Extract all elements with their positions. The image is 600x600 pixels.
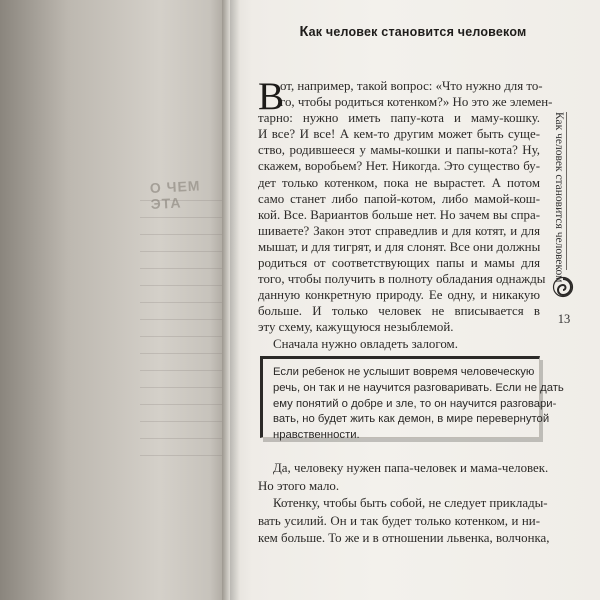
title-part-2: становится человеком [381, 25, 527, 39]
text-line: мышат, и для тигрят, и для слонят. Все они должны [258, 239, 541, 254]
callout-line: вать, но будет жить как демон, в мире перевернутой [273, 413, 550, 426]
running-head-rule [566, 112, 567, 270]
text-line: родиться от соответствующих папы и мамы для [258, 256, 540, 271]
main-text [258, 75, 553, 352]
title-part-1: ак человек [308, 25, 382, 39]
text-line: дет только котенком, пока не вырастет. А потом [258, 175, 540, 190]
running-head: Как человек становится человеком [553, 112, 565, 283]
text-line: скажем, воробьем? Нет. Никогда. Это существо бу- [258, 159, 540, 174]
text-line: Да, человеку нужен папа-человек и мама-человек. [273, 461, 549, 475]
left-page-bleed-lines [140, 200, 228, 500]
drop-cap: В [258, 75, 285, 118]
text-line: от, например, такой вопрос: «Что нужно для то- [280, 79, 543, 93]
text-line: больше. И только человек не вписывается в [258, 304, 540, 319]
text-line: тарно: нужно иметь папу-кота и маму-кошку. [258, 111, 540, 126]
text-line: И все? И все! А кем-то другим может быть суще- [258, 127, 540, 142]
title-cap-1: К [299, 24, 309, 40]
left-page-bleed-text: О ЧЕМ ЭТА [149, 177, 201, 213]
text-line: данную конкретную природу. Ее одну, и никакую [258, 288, 540, 303]
callout-line: ему понятий о добре и зле, то он научится разговари- [273, 397, 557, 410]
callout-line: нравственности. [273, 429, 360, 442]
swirl-logo-icon [552, 276, 574, 298]
text-line: вать усилий. Он и так будет только котенком, и ни- [258, 513, 540, 528]
text-line: ство, родившееся у мамы-кошки и папы-кота? Ну, [258, 143, 540, 158]
text-line: Котенку, чтобы быть собой, не следует приклады- [273, 496, 548, 511]
callout-line: речь, он так и не научится разговаривать. Если не дать [273, 381, 564, 394]
text-line: эту схему, кажущуюся незыблемой. [258, 320, 454, 335]
text-line: Но этого мало. [258, 478, 340, 493]
page-fold-shadow [230, 0, 240, 600]
text-line: кем больше. То же и в отношении львенка, волчонка, [258, 531, 550, 546]
main-text-continued [258, 460, 550, 548]
text-line: шиваете? Закон этот справедлив и для котят, и для [258, 223, 540, 238]
text-line: того, чтобы получить в полноту обладания однажды [258, 272, 546, 287]
text-line: го, чтобы родиться котенком?» Но это же элемен- [280, 95, 553, 110]
page-title [282, 24, 544, 40]
callout-text [273, 365, 564, 444]
text-line: кой. Все. Вариантов больше нет. Но зачем вы спра- [258, 207, 540, 222]
callout-line: Если ребенок не услышит вовремя человеческую [273, 366, 535, 378]
paragraph-2: Сначала нужно овладеть залогом. [273, 336, 458, 351]
text-line: само станет либо папой-котом, либо мамой-кош- [258, 191, 540, 206]
page-number: 13 [557, 312, 571, 326]
